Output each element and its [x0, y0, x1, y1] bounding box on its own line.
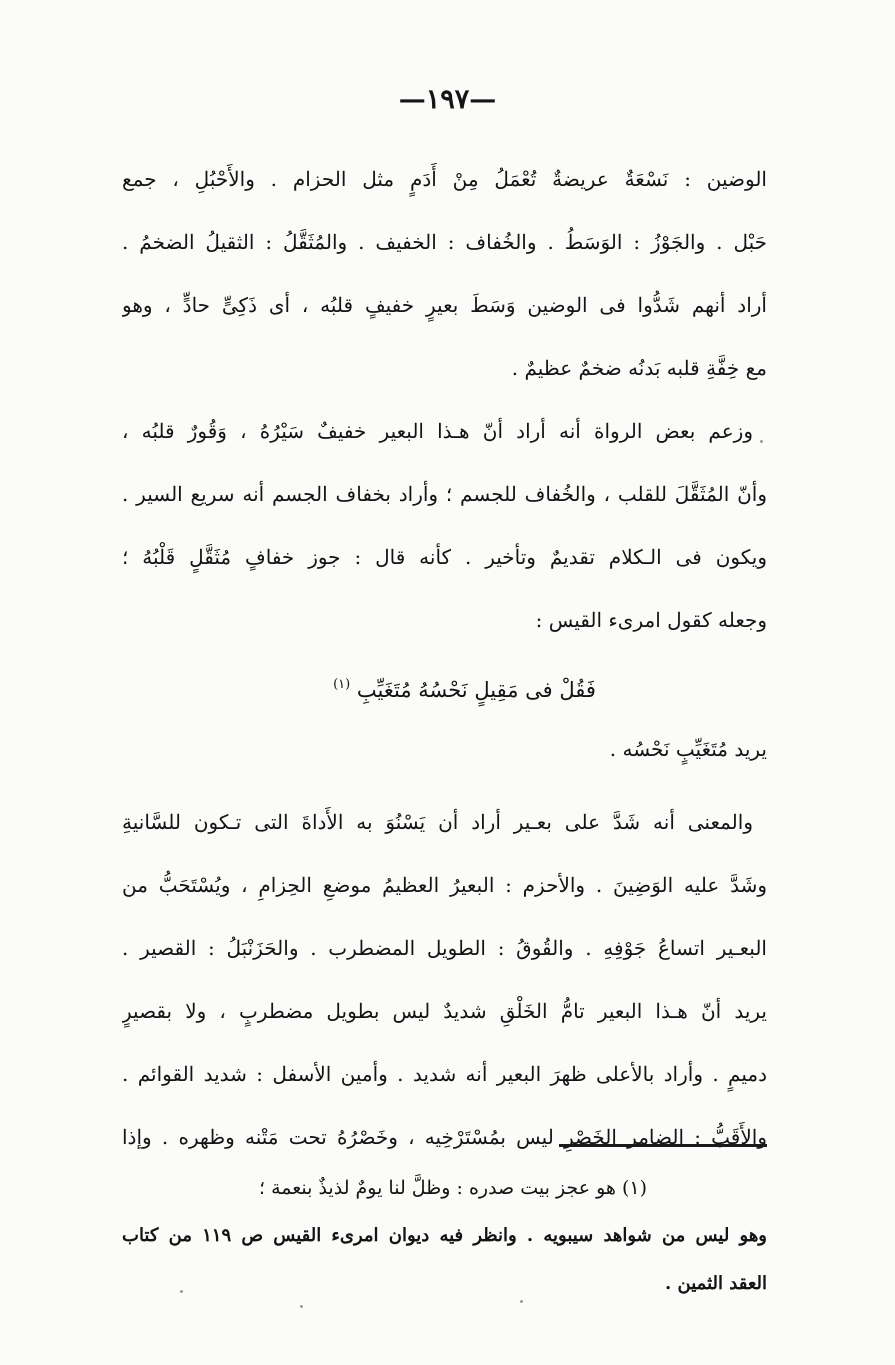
text-line: دميمٍ . وأراد بالأعلى ظهرَ البعير أنه شديد . وأمين الأسفل : شديد القوائم . — [122, 1062, 767, 1086]
paragraph-1 — [122, 148, 767, 652]
text-line: حَبْل . والجَوْزُ : الوَسَطُ . والخُفاف : الخفيف . والمُثَقَّلُ : الثقيلُ الضخمُ . — [122, 230, 767, 254]
verse-text: فَقُلْ فى مَقِيلٍ نَحْسُهُ مُتَغَيِّبِ — [356, 678, 596, 702]
text-line: أراد أنهم شَدُّوا فى الوضين وَسَطَ بعيرٍ خفيفٍ قلبُه ، أى ذَكِىٍّ حادٍّ ، وهو — [122, 293, 767, 317]
paper-speck — [300, 1305, 303, 1308]
footnote-line: (١) هو عجز بيت صدره : وظلَّ لنا يومٌ لذيذٌ بنعمة ؛ — [258, 1177, 647, 1199]
body-text — [122, 148, 767, 1169]
footnote-line: العقد الثمين . — [665, 1273, 767, 1294]
poetry-verse — [122, 652, 767, 718]
paragraph-gap — [122, 781, 767, 791]
paper-speck — [180, 1290, 183, 1293]
text-line: ويكون فى الـكلام تقديمٌ وتأخير . كأنه قال : جوز خفافٍ مُثَقَّلٍ قَلْبُهُ ؛ — [122, 545, 767, 569]
paper-speck — [760, 440, 763, 443]
text-line: وزعم بعض الرواة أنه أراد أنّ هـذا البعير خفيفٌ سَيْرُهُ ، وَقُورٌ قلبُه ، — [122, 419, 753, 443]
text-line: يريد أنّ هـذا البعير تامُّ الخَلْقِ شديدٌ ليس بطويل مضطربٍ ، ولا بقصيرٍ — [122, 999, 767, 1023]
footnote-line: وهو ليس من شواهد سيبويه . وانظر فيه ديوان امرىء القيس ص ١١٩ من كتاب — [122, 1225, 767, 1246]
text-line: مع خِفَّةِ قلبه بَدنُه ضخمٌ عظيمٌ . — [511, 356, 767, 380]
footnote-marker: (١) — [333, 677, 351, 692]
text-line: البعـير اتساعُ جَوْفِهِ . والقُوقُ : الطويل المضطرب . والحَزَنْبَلُ : القصير . — [122, 936, 767, 960]
verse-explanation — [122, 718, 767, 781]
text-line: وأنّ المُثَقَّلَ للقلب ، والخُفاف للجسم ؛ وأراد بخفاف الجسم أنه سريع السير . — [122, 482, 767, 506]
text-line: والمعنى أنه شَدَّ على بعـير أراد أن يَسْنُوَ به الأَداةَ التى تـكون للسَّانيةِ — [122, 810, 753, 834]
page-number: —١٩٧— — [398, 84, 497, 115]
paper-speck — [520, 1300, 523, 1303]
text-line: وجعله كقول امرىء القيس : — [535, 608, 767, 632]
text-line: الوضين : نَسْعَةٌ عريضةٌ تُعْمَلُ مِنْ أَدَمٍ مثل الحزام . والأَحْبُلِ ، جمع — [122, 167, 767, 191]
text-line: وشَدَّ عليه الوَضِينَ . والأحزم : البعيرُ العظيمُ موضعِ الحِزامِ ، ويُسْتَحَبُّ من — [122, 873, 767, 897]
paragraph-2 — [122, 791, 767, 1169]
text-line: والأَقَبُّ : الضامر الخَصْرِ ليس بمُسْتَرْخِيه ، وخَصْرُهُ تحت مَتْنه وظهره . وإذا — [122, 1125, 767, 1149]
footnotes — [122, 1164, 767, 1308]
text-line: يريد مُتَغَيِّبٍ نَحْسُه . — [609, 737, 767, 761]
footnote-separator — [559, 1144, 767, 1147]
